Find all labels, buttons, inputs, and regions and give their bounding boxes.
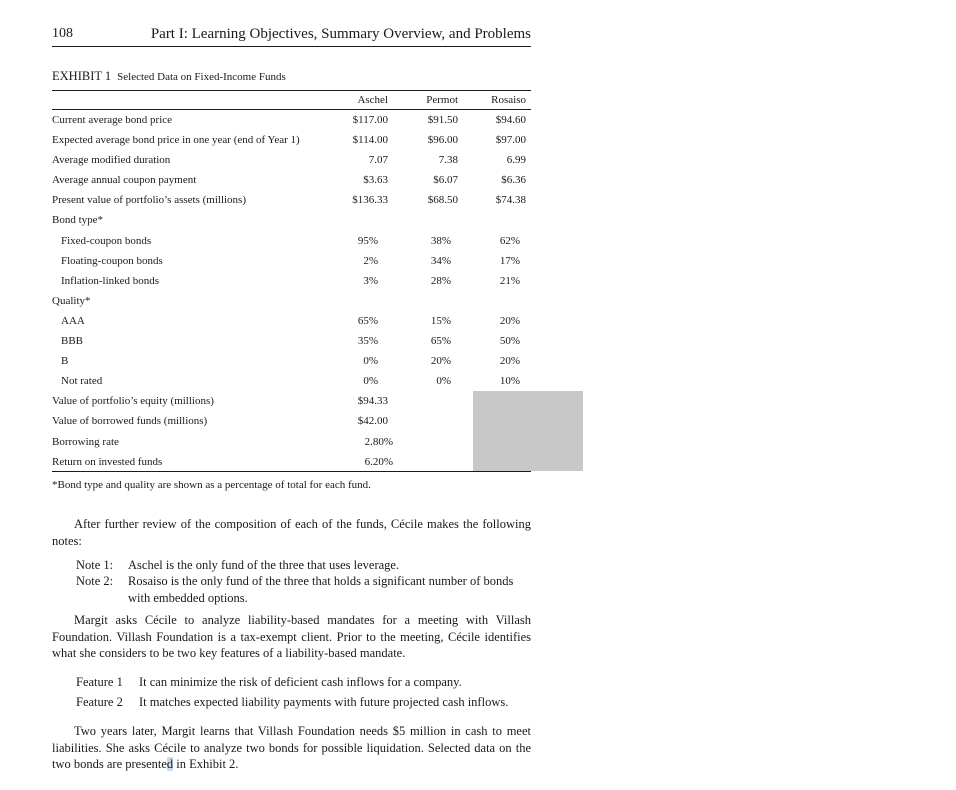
table-cell: 7.07 [368, 154, 388, 167]
row-label: Fixed-coupon bonds [61, 234, 152, 247]
table-cell: 2% [363, 254, 378, 267]
table-row [52, 271, 531, 291]
section-label: Quality* [52, 294, 91, 307]
row-label: Expected average bond price in one year (end of Year 1) [52, 134, 300, 147]
paragraph-3 [52, 723, 531, 773]
page-number: 108 [52, 26, 73, 41]
table-cell: $94.60 [495, 114, 526, 126]
table-cell: 15% [430, 314, 451, 327]
table-row [52, 351, 531, 371]
paragraph-1 [52, 516, 531, 549]
table-row [52, 291, 531, 311]
paragraph-text: Two years later, Margit learns that Villash Foundation needs $5 million in cash to meet liabilities. She asks Cécile to analyze two bonds for possible liquidation. Selected data on the two bonds are presente [52, 724, 531, 771]
exhibit-caption: Selected Data on Fixed-Income Funds [117, 71, 286, 83]
table-cell: 17% [499, 254, 520, 267]
row-label: Value of portfolio’s equity (millions) [52, 395, 214, 408]
note-text: Rosaiso is the only fund of the three that holds a significant number of bonds with embedded options. [128, 574, 514, 605]
feature-text: It can minimize the risk of deficient cash inflows for a company. [139, 675, 462, 689]
page-header [52, 26, 531, 47]
table-cell: 65% [430, 335, 451, 348]
table-cell: 35% [357, 335, 378, 348]
row-label: Return on invested funds [52, 455, 163, 468]
table-row [52, 371, 531, 391]
note-label: Note 2: [76, 574, 114, 588]
row-label: Average annual coupon payment [52, 174, 197, 187]
row-label: Average modified duration [52, 154, 171, 167]
shaded-empty-cells [473, 391, 583, 471]
table-row [52, 190, 531, 210]
column-header: Permot [426, 94, 458, 106]
row-label: Borrowing rate [52, 435, 119, 448]
text-selection-highlight[interactable]: d [166, 757, 174, 771]
feature-label: Feature 1 [76, 675, 123, 689]
row-label: Value of borrowed funds (millions) [52, 415, 208, 428]
table-cell: $114.00 [352, 134, 388, 147]
table-cell: $3.63 [363, 174, 388, 187]
row-label: AAA [61, 314, 85, 327]
table-cell: 20% [499, 314, 520, 327]
table-cell: 20% [499, 355, 520, 368]
exhibit-table [52, 90, 531, 472]
table-cell: $91.50 [427, 114, 458, 126]
table-cell: 34% [430, 254, 451, 267]
table-row [52, 251, 531, 271]
feature-text: It matches expected liability payments with future projected cash inflows. [139, 695, 509, 709]
table-cell: 6.99 [506, 154, 526, 167]
table-row [52, 110, 531, 130]
row-label: Floating-coupon bonds [61, 254, 163, 267]
table-cell: 50% [499, 335, 520, 348]
table-cell: $6.36 [501, 174, 526, 187]
table-cell: $96.00 [427, 134, 458, 147]
note-label: Note 1: [76, 558, 114, 572]
column-header: Aschel [357, 94, 388, 106]
table-row [52, 452, 531, 472]
paragraph-text: in Exhibit 2. [173, 757, 239, 771]
row-label: Present value of portfolio’s assets (millions) [52, 194, 246, 207]
table-cell: 28% [430, 274, 451, 287]
table-cell: 6.20% [364, 455, 393, 468]
paragraph-text: After further review of the composition of each of the funds, Cécile makes the following notes: [52, 517, 531, 548]
table-row [52, 170, 531, 190]
table-cell: 65% [357, 314, 378, 327]
table-footnote: *Bond type and quality are shown as a percentage of total for each fund. [52, 479, 371, 491]
column-header: Rosaiso [491, 94, 526, 106]
row-label: Not rated [61, 375, 103, 388]
table-row [52, 432, 531, 452]
table-row [52, 331, 531, 351]
table-cell: 7.38 [438, 154, 458, 167]
table-row [52, 391, 531, 411]
table-row [52, 130, 531, 150]
table-cell: 95% [357, 234, 378, 247]
exhibit-title [52, 69, 286, 84]
table-row [52, 150, 531, 170]
feature-label: Feature 2 [76, 695, 123, 709]
table-cell: $117.00 [352, 114, 388, 126]
section-label: Bond type* [52, 214, 104, 227]
table-cell: 0% [363, 375, 378, 388]
table-cell: 0% [436, 375, 451, 388]
table-cell: 21% [499, 274, 520, 287]
paragraph-2 [52, 612, 531, 662]
table-cell: $94.33 [357, 395, 388, 408]
table-cell: 10% [499, 375, 520, 388]
table-row [52, 311, 531, 331]
table-cell: $74.38 [495, 194, 526, 207]
table-cell: $136.33 [352, 194, 388, 207]
exhibit-label: EXHIBIT 1 [52, 69, 112, 83]
row-label: B [61, 355, 69, 368]
table-cell: 0% [363, 355, 378, 368]
table-cell: 2.80% [364, 435, 393, 448]
running-head: Part I: Learning Objectives, Summary Overview, and Problems [150, 26, 531, 42]
table-row [52, 231, 531, 251]
table-cell: 38% [430, 234, 451, 247]
table-cell: 62% [499, 234, 520, 247]
table-bottom-rule [52, 471, 531, 472]
table-cell: 20% [430, 355, 451, 368]
table-cell: $42.00 [357, 415, 388, 428]
note-text: Aschel is the only fund of the three that uses leverage. [128, 558, 400, 572]
table-cell: $97.00 [495, 134, 526, 147]
table-header-row [52, 91, 531, 110]
row-label: Current average bond price [52, 114, 173, 126]
paragraph-text: Margit asks Cécile to analyze liability-based mandates for a meeting with Villash Foundation. Villash Foundation is a tax-exempt client. Prior to the meeting, Cécile identifies what she considers to be two key features of a liability-based mandate. [52, 613, 531, 660]
table-cell: $68.50 [427, 194, 458, 207]
table-cell: $6.07 [433, 174, 458, 187]
table-cell: 3% [363, 274, 378, 287]
table-row [52, 210, 531, 230]
row-label: Inflation-linked bonds [61, 274, 160, 287]
row-label: BBB [61, 335, 84, 348]
table-row [52, 411, 531, 431]
